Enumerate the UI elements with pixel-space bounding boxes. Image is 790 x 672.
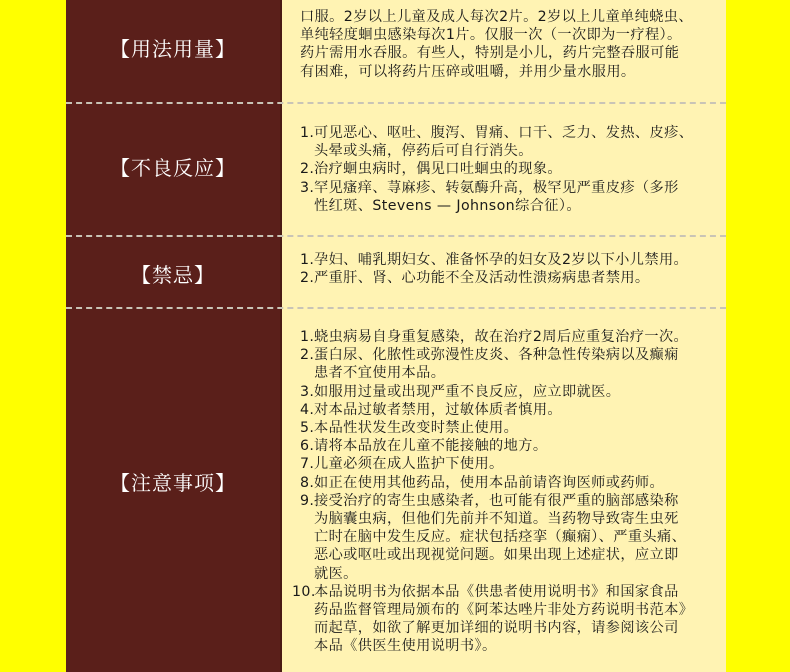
section-precautions [66, 309, 726, 672]
list-item: 4.对本品过敏者禁用，过敏体质者慎用。 [300, 401, 562, 418]
list-item: 2.严重肝、肾、心功能不全及活动性溃疡病患者禁用。 [300, 270, 650, 287]
list-item: 6.请将本品放在儿童不能接触的地方。 [300, 438, 548, 455]
section-label: 【用法用量】 [110, 37, 236, 61]
list-item: 1.蛲虫病易自身重复感染，故在治疗2周后应重复治疗一次。 [300, 329, 689, 345]
list-item: 5.本品性状发生改变时禁止使用。 [300, 420, 519, 437]
list-item: 2.蛋白尿、化脓性或弥漫性皮炎、各种急性传染病以及癫痫 患者不宜使用本品。 [300, 347, 679, 382]
adverse-list [300, 124, 720, 215]
list-item: 1.孕妇、哺乳期妇女、准备怀孕的妇女及2岁以下小儿禁用。 [300, 252, 689, 268]
text-line: 药片需用水吞服。有些人，特别是小儿，药片完整吞服可能 [300, 45, 680, 62]
section-contraindications [66, 237, 726, 307]
list-item: 1.可见恶心、呕吐、腹泻、胃痛、口干、乏力、发热、皮疹、 头晕或头痛，停药后可自行消失。 [300, 125, 694, 160]
list-item: 9.接受治疗的寄生虫感染者，也可能有很严重的脑部感染称 为脑囊虫病，但他们先前并不知道。当药物导致寄生虫死 亡时在脑中发生反应。症状包括痉挛（癫痫）、严重头痛、 恶心或呕吐或出现视觉问题。如果出现上述症状，应立即 就医。 [300, 492, 687, 582]
list-item: 10.本品说明书为依据本品《供患者使用说明书》和国家食品 药品监督管理局颁布的《阿苯达唑片非处方药说明书范本》 而起草，如欲了解更加详细的说明书内容，请参阅该公司 本品《供医生使用说明书》。 [292, 583, 694, 655]
list-item: 3.如服用过量或出现严重不良反应，应立即就医。 [300, 383, 621, 400]
list-item: 8.如正在使用其他药品，使用本品前请咨询医师或药师。 [300, 474, 665, 491]
section-label: 【注意事项】 [110, 471, 236, 495]
list-item: 2.治疗蛔虫病时，偶见口吐蛔虫的现象。 [300, 161, 562, 178]
text-line: 有困难，可以将药片压碎或咀嚼，并用少量水服用。 [300, 63, 636, 80]
section-label: 【不良反应】 [110, 156, 236, 180]
list-item: 3.罕见瘙痒、荨麻疹、转氨酶升高，极罕见严重皮疹（多形 性红斑、Stevens — Johnson综合征）。 [300, 179, 679, 214]
list-item: 7.儿童必须在成人监护下使用。 [300, 456, 504, 473]
contra-list [300, 251, 720, 287]
text-line: 口服。2岁以上儿童及成人每次2片。2岁以上儿童单纯蛲虫、 [300, 9, 693, 25]
usage-text [300, 8, 720, 81]
precautions-list [292, 328, 720, 656]
section-label: 【禁忌】 [131, 263, 215, 287]
section-usage [66, 0, 726, 102]
text-line: 单纯轻度蛔虫感染每次1片。仅服一次（一次即为一疗程）。 [300, 27, 682, 44]
section-adverse-reactions [66, 104, 726, 235]
